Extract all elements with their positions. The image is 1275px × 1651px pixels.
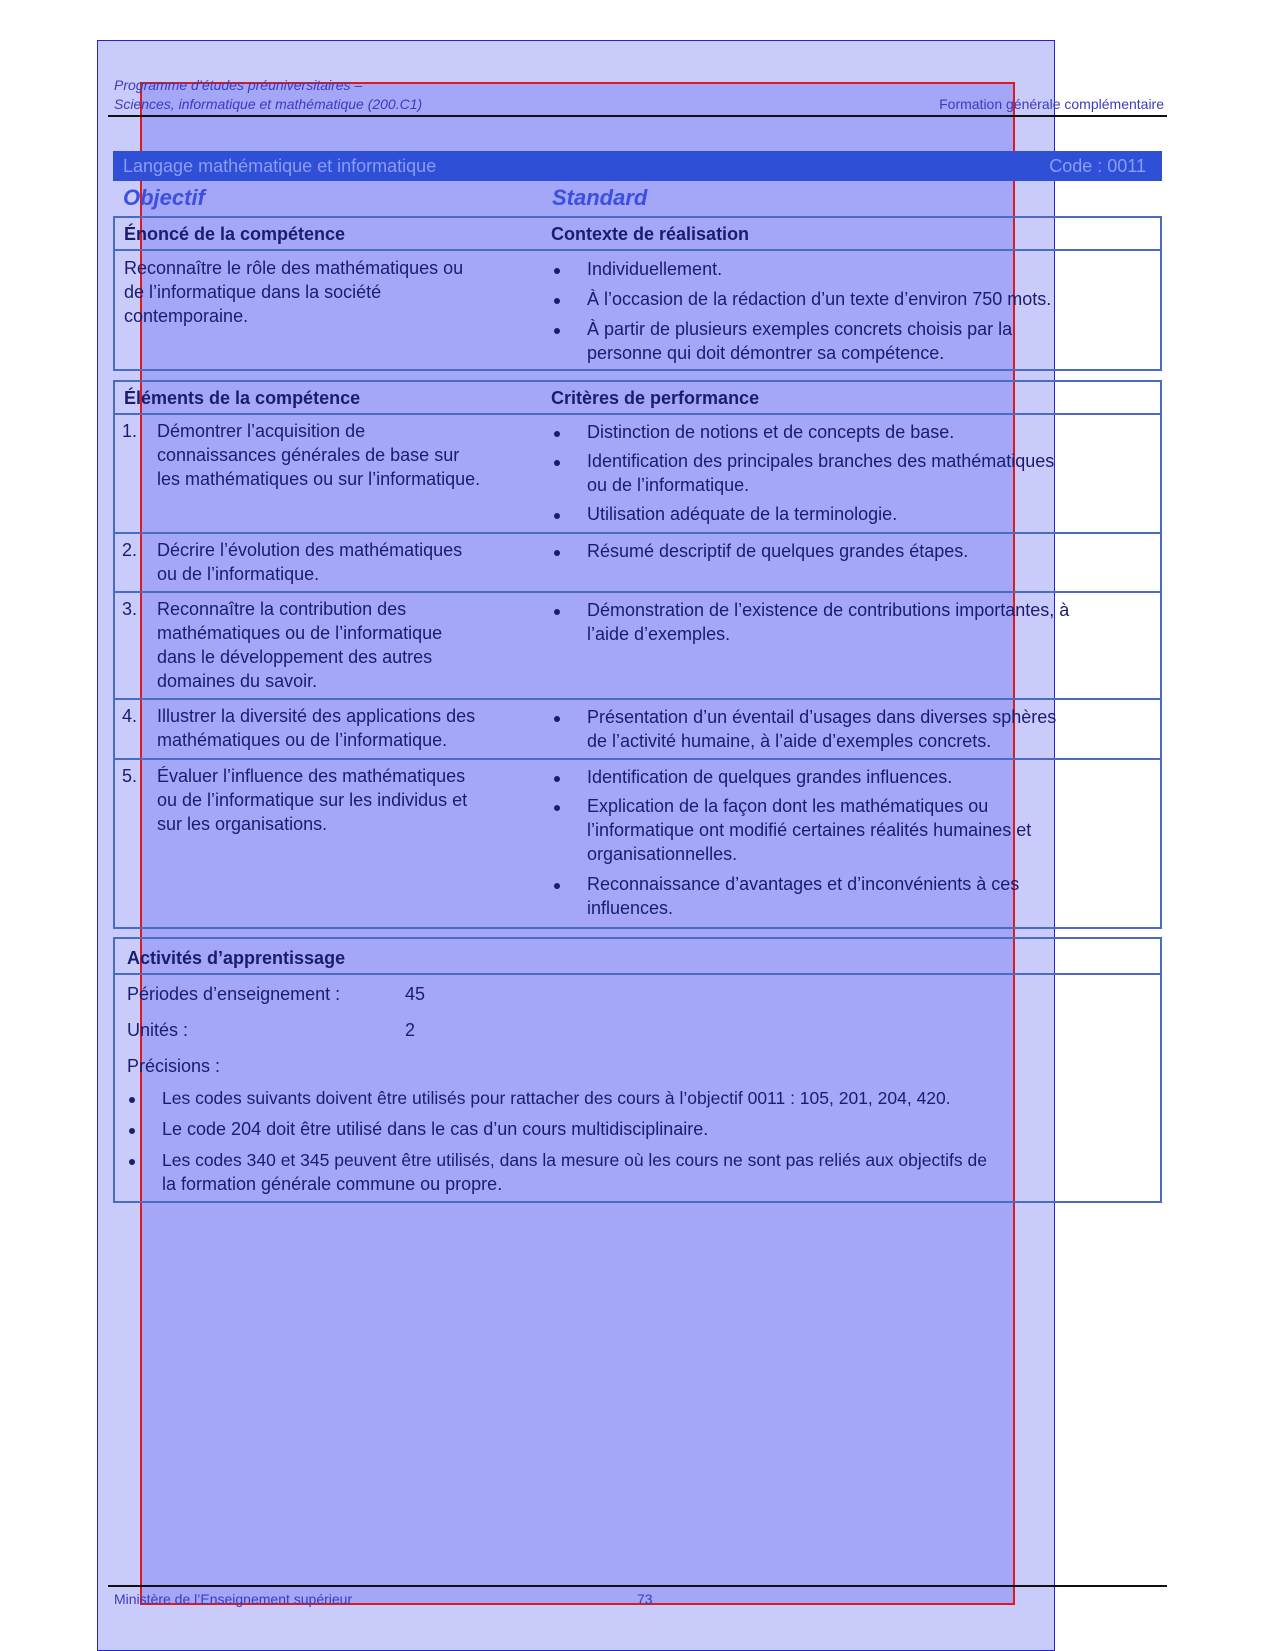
critere-item: Résumé descriptif de quelques grandes étapes. bbox=[587, 541, 969, 561]
enonce-heading: Énoncé de la compétence bbox=[124, 224, 346, 244]
element-line: les mathématiques ou sur l’informatique. bbox=[157, 469, 481, 489]
enonce-line: contemporaine. bbox=[124, 306, 249, 326]
contexte-item: À l’occasion de la rédaction d’un texte d’environ 750 mots. bbox=[587, 289, 1052, 309]
element-line: Illustrer la diversité des applications des bbox=[157, 706, 476, 726]
enonce-line: Reconnaître le rôle des mathématiques ou bbox=[124, 258, 464, 278]
element-line: dans le développement des autres bbox=[157, 647, 433, 667]
bullet-icon bbox=[554, 776, 560, 782]
objective-title-bar bbox=[113, 151, 1162, 181]
periodes-value: 45 bbox=[405, 984, 426, 1004]
bullet-icon bbox=[554, 805, 560, 811]
element-line: Évaluer l’influence des mathématiques bbox=[157, 766, 466, 786]
element-number: 3. bbox=[122, 599, 138, 619]
element-line: Reconnaître la contribution des bbox=[157, 599, 407, 619]
critere-item: Identification de quelques grandes influences. bbox=[587, 767, 953, 787]
element-line: ou de l’informatique sur les individus et bbox=[157, 790, 468, 810]
header-rule bbox=[108, 115, 1167, 117]
contexte-item: personne qui doit démontrer sa compétence. bbox=[587, 343, 945, 363]
bullet-icon bbox=[129, 1128, 135, 1134]
bullet-icon bbox=[554, 716, 560, 722]
label-standard: Standard bbox=[552, 185, 648, 210]
bullet-icon bbox=[554, 328, 560, 334]
unites-label: Unités : bbox=[127, 1020, 189, 1040]
element-line: domaines du savoir. bbox=[157, 671, 318, 691]
periodes-label: Périodes d’enseignement : bbox=[127, 984, 341, 1004]
element-line: mathématiques ou de l’informatique bbox=[157, 623, 443, 643]
activites-heading: Activités d’apprentissage bbox=[127, 948, 346, 968]
critere-item: l’aide d’exemples. bbox=[587, 624, 731, 644]
row-divider bbox=[115, 532, 1160, 534]
row-divider bbox=[115, 591, 1160, 593]
header-program: Programme d’études préuniversitaires – bbox=[114, 77, 363, 93]
competence-box bbox=[113, 216, 1162, 371]
unites-value: 2 bbox=[405, 1020, 416, 1040]
contexte-item: Individuellement. bbox=[587, 259, 723, 279]
row-divider bbox=[115, 758, 1160, 760]
footer-rule bbox=[108, 1585, 1167, 1587]
bullet-icon bbox=[554, 268, 560, 274]
header-subtitle: Sciences, informatique et mathématique (200.C1) bbox=[114, 96, 423, 112]
elements-heading: Éléments de la compétence bbox=[124, 388, 361, 408]
element-line: Décrire l’évolution des mathématiques bbox=[157, 540, 463, 560]
critere-item: Présentation d’un éventail d’usages dans diverses sphères bbox=[587, 707, 1057, 727]
bullet-icon bbox=[554, 431, 560, 437]
footer-ministry: Ministère de l’Enseignement supérieur bbox=[114, 1591, 353, 1607]
element-line: connaissances générales de base sur bbox=[157, 445, 460, 465]
element-number: 5. bbox=[122, 766, 138, 786]
precision-item: Les codes suivants doivent être utilisés pour rattacher des cours à l’objectif 0011 : 105, 201, 204, 420. bbox=[162, 1088, 951, 1108]
element-line: Démontrer l’acquisition de bbox=[157, 421, 366, 441]
objective-title: Langage mathématique et informatique bbox=[123, 155, 437, 176]
critere-item: ou de l’informatique. bbox=[587, 475, 750, 495]
contexte-item: À partir de plusieurs exemples concrets choisis par la bbox=[587, 319, 1013, 339]
critere-item: Reconnaissance d’avantages et d’inconvénients à ces bbox=[587, 874, 1020, 894]
objective-code: Code : 0011 bbox=[1049, 155, 1146, 176]
critere-item: Démonstration de l’existence de contributions importantes, à bbox=[587, 600, 1070, 620]
bullet-icon bbox=[554, 460, 560, 466]
bullet-icon bbox=[554, 298, 560, 304]
element-number: 1. bbox=[122, 421, 138, 441]
activites-box bbox=[113, 937, 1162, 1203]
critere-item: Explication de la façon dont les mathématiques ou bbox=[587, 796, 989, 816]
critere-item: Identification des principales branches des mathématiques bbox=[587, 451, 1055, 471]
precision-item: Le code 204 doit être utilisé dans le cas d’un cours multidisciplinaire. bbox=[162, 1119, 709, 1139]
critere-item: Utilisation adéquate de la terminologie. bbox=[587, 504, 898, 524]
contexte-heading: Contexte de réalisation bbox=[551, 224, 750, 244]
bullet-icon bbox=[129, 1097, 135, 1103]
critere-item: influences. bbox=[587, 898, 674, 918]
element-line: sur les organisations. bbox=[157, 814, 328, 834]
row-divider bbox=[115, 698, 1160, 700]
critere-item: organisationnelles. bbox=[587, 844, 738, 864]
precision-item: la formation générale commune ou propre. bbox=[162, 1174, 503, 1194]
element-line: mathématiques ou de l’informatique. bbox=[157, 730, 448, 750]
bullet-icon bbox=[129, 1159, 135, 1165]
critere-item: de l’activité humaine, à l’aide d’exemples concrets. bbox=[587, 731, 992, 751]
elements-box bbox=[113, 380, 1162, 929]
criteres-heading: Critères de performance bbox=[551, 388, 760, 408]
precisions-label: Précisions : bbox=[127, 1056, 221, 1076]
label-objectif: Objectif bbox=[123, 185, 205, 210]
header-right: Formation générale complémentaire bbox=[939, 96, 1164, 112]
bullet-icon bbox=[554, 883, 560, 889]
element-number: 2. bbox=[122, 540, 138, 560]
page-number: 73 bbox=[637, 1591, 653, 1607]
precision-item: Les codes 340 et 345 peuvent être utilisés, dans la mesure où les cours ne sont pas reliés aux objectifs de bbox=[162, 1150, 987, 1170]
enonce-line: de l’informatique dans la société bbox=[124, 282, 382, 302]
bullet-icon bbox=[554, 513, 560, 519]
critere-item: l’informatique ont modifié certaines réalités humaines et bbox=[587, 820, 1032, 840]
bullet-icon bbox=[554, 609, 560, 615]
element-line: ou de l’informatique. bbox=[157, 564, 320, 584]
critere-item: Distinction de notions et de concepts de base. bbox=[587, 422, 955, 442]
bullet-icon bbox=[554, 550, 560, 556]
element-number: 4. bbox=[122, 706, 138, 726]
